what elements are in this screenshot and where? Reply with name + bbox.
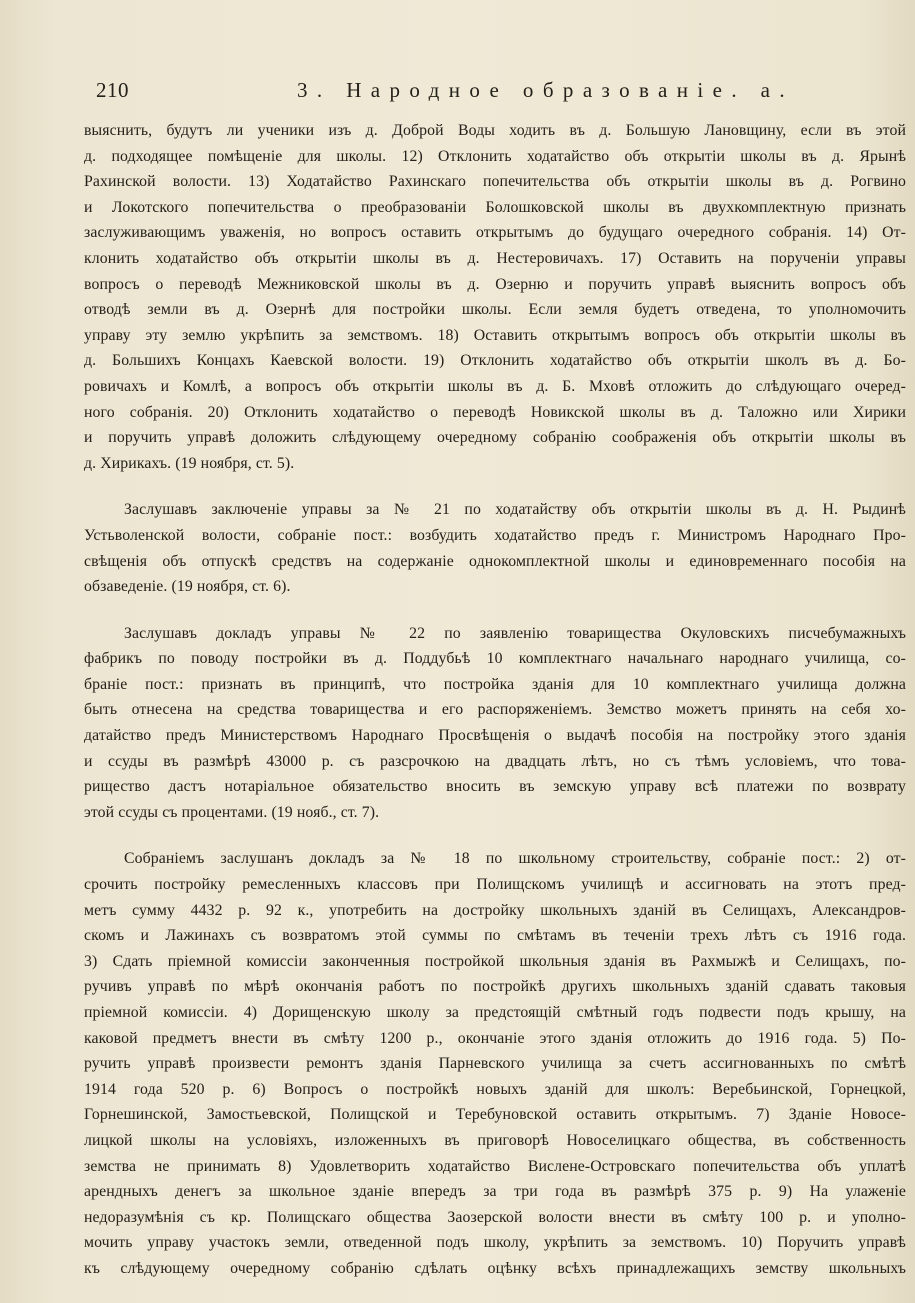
text-line: ного собранія. 20) Отклонить ходатайство о переводѣ Новикской школы въ д. Таложно или Хирики xyxy=(84,403,906,421)
text-line: метъ сумму 4432 р. 92 к., употребить на достройку школьныхъ зданій въ Селищахъ, Александров- xyxy=(84,901,906,919)
text-line: скомъ и Лажинахъ съ возвратомъ этой суммы по смѣтамъ въ теченіи трехъ лѣтъ съ 1916 года. xyxy=(84,927,906,945)
text-line: датайство предъ Министерствомъ Народнаго Просвѣщенія о выдачѣ пособія на постройку этого зданія xyxy=(84,727,906,745)
text-line: ручить управѣ произвести ремонтъ зданія Парневского училища за счетъ ассигнованныхъ по смѣтѣ xyxy=(84,1055,906,1073)
text-line: 1914 года 520 р. 6) Вопросъ о постройкѣ новыхъ зданій для школъ: Веребьинской, Горнецкой, xyxy=(84,1080,906,1098)
text-line: лицкой школы на условіяхъ, изложенныхъ въ приговорѣ Новоселицкаго общества, въ собственность xyxy=(84,1131,906,1149)
paragraph-gap xyxy=(84,476,906,497)
text-line: мочить управу участокъ земли, отведенной подъ школу, укрѣпить за земствомъ. 10) Поручить управѣ xyxy=(84,1234,906,1252)
text-line: каковой предметъ внести въ смѣту 1200 р., окончаніе этого зданія отложить до 1916 года. 5) По- xyxy=(84,1029,906,1047)
text-line: ровичахъ и Комлѣ, а вопросъ объ открытіи школы въ д. Б. Мховѣ отложить до слѣдующаго очеред- xyxy=(84,377,906,395)
text-line: Горнешинской, Замостьевской, Полищской и Теребуновской оставить открытымъ. 7) Зданіе Новосе- xyxy=(84,1106,906,1124)
text-line: Заслушавъ заключеніе управы за № 21 по ходатайству объ открытіи школы въ д. Н. Рыдинѣ xyxy=(124,501,906,519)
text-line: Заслушавъ докладъ управы № 22 по заявленію товарищества Окуловскихъ писчебумажныхъ xyxy=(124,624,906,642)
text-line: быть отнесена на средства товарищества и его распоряженіемъ. Земство можетъ принять на себя хо- xyxy=(84,701,906,719)
page-number: 210 xyxy=(96,78,129,102)
paragraph xyxy=(84,621,906,826)
text-line: рищество дастъ нотаріальное обязательство вносить въ земскую управу всѣ платежи по возврату xyxy=(84,778,906,796)
text-line: и ссуды въ размѣрѣ 43000 р. съ разсрочкою на двадцать лѣтъ, но съ тѣмъ условіемъ, что това- xyxy=(84,752,906,770)
text-line: и Локотского попечительства о преобразованіи Болошковской школы въ двухкомплектную признать xyxy=(84,198,906,216)
text-line: Устьволенской волости, собраніе пост.: возбудить ходатайство предъ г. Министромъ Народнаго Про- xyxy=(84,526,906,544)
text-line: ручивъ управѣ по мѣрѣ окончанія работъ по постройкѣ другихъ школьныхъ зданій сдавать таковыя xyxy=(84,978,906,996)
paragraph xyxy=(84,846,906,1281)
text-line: недоразумѣнія съ кр. Полищскаго общества Заозерской волости внести въ смѣту 100 р. и уполно- xyxy=(84,1208,906,1226)
text-line: этой ссуды съ процентами. (19 нояб., ст. 7). xyxy=(84,803,380,821)
text-line: свѣщенія объ отпускѣ средствъ на содержаніе однокомплектной школы и единовременнаго пособія на xyxy=(84,552,906,570)
text-line: д. Хирикахъ. (19 ноября, ст. 5). xyxy=(84,454,295,472)
text-line: фабрикъ по поводу постройки въ д. Поддубьѣ 10 комплектнаго начальнаго народнаго училища, со- xyxy=(84,650,906,668)
text-line: къ слѣдующему очередному собранію сдѣлать оцѣнку всѣхъ принадлежащихъ земству школьныхъ xyxy=(84,1259,906,1277)
text-line: клонить ходатайство объ открытіи школы въ д. Нестеровичахъ. 17) Оставить на порученіи управы xyxy=(84,249,906,267)
text-line: браніе пост.: признать въ принципѣ, что постройка зданія для 10 комплектнаго училища должна xyxy=(84,675,906,693)
text-line: Собраніемъ заслушанъ докладъ за № 18 по школьному строительству, собраніе пост.: 2) от- xyxy=(124,850,906,868)
paragraph-gap xyxy=(84,825,906,846)
page-header xyxy=(0,78,915,108)
paragraph-gap xyxy=(84,600,906,621)
text-line: и поручить управѣ доложить слѣдующему очередному собранію соображенія объ открытіи школы въ xyxy=(84,429,906,447)
text-line: д. подходящее помѣщеніе для школы. 12) Отклонить ходатайство объ открытіи школы въ д. Ярынѣ xyxy=(84,147,906,165)
text-line: пріемной комиссіи. 4) Дорищенскую школу за предстоящій смѣтный годъ подвести подъ крышу, на xyxy=(84,1004,906,1021)
text-line: Рахинской волости. 13) Ходатайство Рахинскаго попечительства объ открытіи школы въ д. Рогвино xyxy=(84,173,906,191)
paragraph xyxy=(84,497,906,599)
running-title: 3. Народное образованіе. а. xyxy=(297,78,795,102)
text-line: выяснить, будутъ ли ученики изъ д. Доброй Воды ходить въ д. Большую Лановщину, если въ этой xyxy=(84,122,906,139)
text-line: вопросъ о переводѣ Межниковской школы въ д. Озерню и поручить управѣ выяснить вопросъ объ xyxy=(84,275,906,293)
text-line: земства не принимать 8) Удовлетворить ходатайство Висленe-Островскаго попечительства объ уплатѣ xyxy=(84,1157,906,1175)
paragraph xyxy=(84,118,906,476)
text-line: обзаведеніе. (19 ноября, ст. 6). xyxy=(84,578,291,596)
text-line: арендныхъ денегъ за школьное зданіе впередъ за три года въ размѣрѣ 375 р. 9) На улаженіе xyxy=(84,1183,906,1201)
text-line: срочить постройку ремесленныхъ классовъ при Полищскомъ училищѣ и ассигновать на этотъ пред- xyxy=(84,876,906,894)
text-line: заслуживающимъ уваженія, но вопросъ оставить открытымъ до будущаго очередного собранія. 14) От- xyxy=(84,224,906,242)
text-line: д. Большихъ Концахъ Каевской волости. 19) Отклонить ходатайство объ открытіи школъ въ д. Бо- xyxy=(84,352,906,370)
document-body xyxy=(84,118,906,1282)
text-line: управу эту землю укрѣпить за земствомъ. 18) Оставить открытымъ вопросъ объ открытіи школы въ xyxy=(84,326,906,344)
text-line: отводѣ земли въ д. Озернѣ для постройки школы. Если земля будетъ отведена, то уполномочить xyxy=(84,301,906,319)
text-line: 3) Сдать пріемной комиссіи законченныя постройкой школьныя зданія въ Рахмыжѣ и Селищахъ, по- xyxy=(84,952,906,970)
